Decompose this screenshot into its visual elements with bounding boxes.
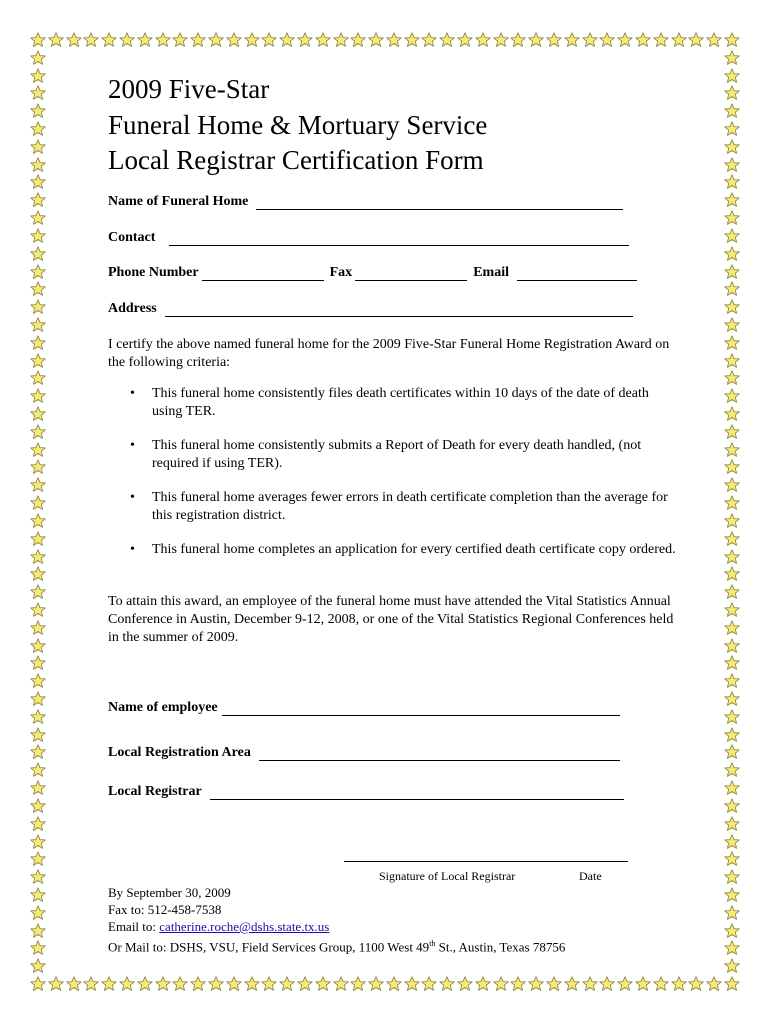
footer-deadline: By September 30, 2009: [108, 885, 231, 900]
registration-area-blank[interactable]: [259, 748, 620, 761]
local-registrar-blank[interactable]: [210, 787, 624, 800]
star-icon: [421, 32, 437, 48]
star-icon: [30, 691, 46, 707]
star-icon: [30, 780, 46, 796]
star-icon: [457, 32, 473, 48]
fax-blank[interactable]: [355, 268, 467, 281]
certify-paragraph: I certify the above named funeral home for the 2009 Five-Star Funeral Home Registration Award on the following criteria:: [108, 337, 670, 370]
star-icon: [706, 32, 722, 48]
star-icon: [724, 638, 740, 654]
employee-field: [108, 700, 620, 716]
star-icon: [30, 228, 46, 244]
star-icon: [119, 976, 135, 992]
star-icon: [724, 762, 740, 778]
star-icon: [439, 976, 455, 992]
star-icon: [66, 32, 82, 48]
star-icon: [688, 32, 704, 48]
star-icon: [724, 174, 740, 190]
star-icon: [30, 353, 46, 369]
star-icon: [475, 976, 491, 992]
star-icon: [404, 32, 420, 48]
star-icon: [30, 442, 46, 458]
star-icon: [244, 976, 260, 992]
star-icon: [582, 32, 598, 48]
star-icon: [724, 851, 740, 867]
criteria-item: [108, 385, 678, 421]
star-icon: [30, 68, 46, 84]
signature-label: Signature of Local Registrar: [379, 869, 516, 883]
star-icon: [724, 923, 740, 939]
footer-mail: [108, 935, 565, 955]
star-icon: [457, 976, 473, 992]
star-icon: [30, 549, 46, 565]
star-icon: [30, 174, 46, 190]
registration-area-label: Local Registration Area: [108, 745, 251, 760]
star-icon: [582, 976, 598, 992]
star-icon: [30, 513, 46, 529]
star-icon: [724, 192, 740, 208]
star-icon: [599, 32, 615, 48]
star-icon: [101, 32, 117, 48]
star-icon: [724, 477, 740, 493]
star-icon: [30, 940, 46, 956]
star-icon: [386, 976, 402, 992]
star-icon: [30, 370, 46, 386]
star-icon: [119, 32, 135, 48]
funeral-home-label: Name of Funeral Home: [108, 194, 249, 209]
contact-label: Contact: [108, 230, 156, 245]
star-icon: [297, 976, 313, 992]
phone-fax-email-field: [108, 265, 637, 281]
star-icon: [261, 32, 277, 48]
star-icon: [30, 85, 46, 101]
star-icon: [724, 459, 740, 475]
star-icon: [30, 887, 46, 903]
funeral-home-field: [108, 194, 623, 210]
employee-blank[interactable]: [222, 703, 620, 716]
bullet-icon: •: [130, 386, 135, 401]
footer-email: [108, 918, 329, 935]
star-icon: [30, 869, 46, 885]
title-line-2: Funeral Home & Mortuary Service: [108, 110, 488, 140]
criteria-item: [108, 489, 678, 525]
star-icon: [724, 620, 740, 636]
star-icon: [30, 477, 46, 493]
star-icon: [724, 905, 740, 921]
star-icon: [404, 976, 420, 992]
star-icon: [724, 584, 740, 600]
star-icon: [724, 157, 740, 173]
star-icon: [564, 32, 580, 48]
criteria-text: This funeral home averages fewer errors in death certificate completion than the average for this registration district.: [152, 490, 668, 523]
star-icon: [30, 851, 46, 867]
star-icon: [724, 940, 740, 956]
footer-fax: Fax to: 512-458-7538: [108, 902, 222, 917]
star-icon: [30, 834, 46, 850]
email-label: Email: [473, 265, 509, 280]
star-icon: [724, 602, 740, 618]
star-icon: [279, 32, 295, 48]
star-icon: [724, 388, 740, 404]
footer-mail-prefix: Or Mail to: DSHS, VSU, Field Services Group, 1100 West 49: [108, 939, 430, 955]
star-icon: [137, 976, 153, 992]
contact-blank[interactable]: [169, 233, 629, 246]
star-icon: [671, 32, 687, 48]
star-icon: [724, 834, 740, 850]
star-icon: [599, 976, 615, 992]
star-icon: [226, 976, 242, 992]
criteria-list: [108, 385, 678, 559]
star-icon: [706, 976, 722, 992]
employee-label: Name of employee: [108, 700, 218, 715]
star-icon: [724, 210, 740, 226]
star-icon: [83, 32, 99, 48]
star-icon: [30, 744, 46, 760]
star-icon: [30, 103, 46, 119]
star-icon: [475, 32, 491, 48]
star-icon: [30, 424, 46, 440]
star-icon: [333, 32, 349, 48]
star-icon: [493, 32, 509, 48]
star-icon: [155, 32, 171, 48]
local-registrar-label: Local Registrar: [108, 784, 202, 799]
star-icon: [30, 281, 46, 297]
title-line-1: 2009 Five-Star: [108, 74, 270, 104]
star-icon: [724, 299, 740, 315]
star-icon: [724, 549, 740, 565]
star-icon: [30, 406, 46, 422]
bullet-icon: •: [130, 490, 135, 505]
star-icon: [30, 210, 46, 226]
contact-field: [108, 230, 629, 246]
star-icon: [66, 976, 82, 992]
star-icon: [30, 139, 46, 155]
star-icon: [528, 32, 544, 48]
star-icon: [724, 370, 740, 386]
star-icon: [724, 32, 740, 48]
star-icon: [724, 816, 740, 832]
star-icon: [48, 32, 64, 48]
star-icon: [724, 281, 740, 297]
address-blank[interactable]: [165, 304, 633, 317]
star-icon: [30, 531, 46, 547]
star-icon: [101, 976, 117, 992]
star-icon: [724, 744, 740, 760]
star-icon: [30, 584, 46, 600]
star-icon: [30, 923, 46, 939]
star-icon: [724, 531, 740, 547]
local-registrar-field: [108, 784, 624, 800]
star-icon: [279, 976, 295, 992]
star-icon: [617, 32, 633, 48]
star-icon: [724, 869, 740, 885]
email-link[interactable]: catherine.roche@dshs.state.tx.us: [159, 919, 330, 934]
star-icon: [30, 317, 46, 333]
bullet-icon: •: [130, 542, 135, 557]
star-icon: [724, 513, 740, 529]
star-icon: [30, 655, 46, 671]
star-icon: [564, 976, 580, 992]
phone-label: Phone Number: [108, 265, 199, 280]
star-icon: [724, 798, 740, 814]
star-icon: [208, 976, 224, 992]
star-icon: [83, 976, 99, 992]
star-icon: [30, 495, 46, 511]
star-icon: [724, 655, 740, 671]
star-icon: [386, 32, 402, 48]
star-icon: [528, 976, 544, 992]
star-icon: [30, 762, 46, 778]
star-icon: [297, 32, 313, 48]
star-icon: [172, 32, 188, 48]
star-icon: [724, 228, 740, 244]
star-icon: [724, 709, 740, 725]
signature-line[interactable]: [344, 861, 628, 862]
star-icon: [208, 32, 224, 48]
star-icon: [30, 816, 46, 832]
star-icon: [30, 459, 46, 475]
star-icon: [510, 976, 526, 992]
star-icon: [493, 976, 509, 992]
funeral-home-blank[interactable]: [256, 197, 623, 210]
star-icon: [724, 406, 740, 422]
registration-area-field: [108, 745, 620, 761]
criteria-text: This funeral home completes an application for every certified death certificate copy ordered.: [152, 542, 676, 557]
star-icon: [724, 50, 740, 66]
star-icon: [688, 976, 704, 992]
star-icon: [190, 976, 206, 992]
star-icon: [30, 958, 46, 974]
star-icon: [546, 32, 562, 48]
date-label: Date: [579, 869, 602, 883]
star-icon: [315, 32, 331, 48]
star-icon: [30, 388, 46, 404]
star-icon: [724, 691, 740, 707]
star-icon: [350, 976, 366, 992]
criteria-text: This funeral home consistently files death certificates within 10 days of the date of death using TER.: [152, 386, 649, 419]
footer-mail-suffix: St., Austin, Texas 78756: [435, 939, 566, 955]
star-icon: [724, 976, 740, 992]
star-icon: [724, 85, 740, 101]
star-icon: [30, 905, 46, 921]
star-icon: [724, 887, 740, 903]
star-icon: [30, 798, 46, 814]
star-icon: [510, 32, 526, 48]
star-icon: [333, 976, 349, 992]
star-icon: [635, 32, 651, 48]
star-icon: [724, 566, 740, 582]
title-line-3: Local Registrar Certification Form: [108, 145, 484, 175]
footer-email-prefix: Email to:: [108, 919, 160, 934]
star-icon: [724, 139, 740, 155]
star-icon: [226, 32, 242, 48]
star-icon: [30, 246, 46, 262]
star-icon: [724, 424, 740, 440]
email-blank[interactable]: [517, 268, 637, 281]
star-icon: [172, 976, 188, 992]
fax-label: Fax: [329, 265, 353, 280]
star-icon: [350, 32, 366, 48]
star-icon: [30, 709, 46, 725]
star-icon: [546, 976, 562, 992]
phone-blank[interactable]: [202, 268, 324, 281]
criteria-item: [108, 437, 678, 473]
address-label: Address: [108, 301, 157, 316]
star-icon: [671, 976, 687, 992]
star-icon: [190, 32, 206, 48]
star-icon: [724, 68, 740, 84]
star-icon: [30, 602, 46, 618]
star-icon: [244, 32, 260, 48]
star-icon: [48, 976, 64, 992]
star-icon: [30, 335, 46, 351]
star-icon: [315, 976, 331, 992]
star-icon: [724, 495, 740, 511]
star-icon: [155, 976, 171, 992]
star-icon: [30, 32, 46, 48]
criteria-text: This funeral home consistently submits a Report of Death for every death handled, (not required if using TER).: [152, 438, 642, 471]
star-icon: [439, 32, 455, 48]
address-field: [108, 301, 633, 317]
star-icon: [30, 620, 46, 636]
star-icon: [724, 727, 740, 743]
criteria-item: [108, 541, 678, 559]
star-icon: [30, 299, 46, 315]
star-icon: [724, 317, 740, 333]
attain-paragraph: To attain this award, an employee of the funeral home must have attended the Vital Statistics Annual Conference in Austin, December 9-12, 2008, or one of the Vital Statistics Regional Conferences held in the summer of 2009.: [108, 594, 674, 645]
star-icon: [30, 157, 46, 173]
star-icon: [724, 103, 740, 119]
star-icon: [368, 976, 384, 992]
bullet-icon: •: [130, 438, 135, 453]
star-icon: [30, 727, 46, 743]
footer-mail-sup: th: [429, 939, 436, 948]
star-icon: [724, 335, 740, 351]
star-icon: [30, 192, 46, 208]
star-icon: [421, 976, 437, 992]
star-icon: [653, 32, 669, 48]
star-icon: [137, 32, 153, 48]
star-icon: [724, 958, 740, 974]
star-icon: [30, 121, 46, 137]
star-icon: [30, 264, 46, 280]
star-icon: [617, 976, 633, 992]
star-icon: [261, 976, 277, 992]
star-icon: [30, 976, 46, 992]
star-icon: [30, 50, 46, 66]
star-icon: [724, 121, 740, 137]
star-icon: [30, 673, 46, 689]
star-icon: [724, 246, 740, 262]
star-icon: [724, 442, 740, 458]
star-icon: [724, 264, 740, 280]
star-icon: [653, 976, 669, 992]
star-icon: [368, 32, 384, 48]
star-icon: [30, 638, 46, 654]
star-icon: [30, 566, 46, 582]
star-icon: [724, 780, 740, 796]
star-icon: [724, 353, 740, 369]
star-icon: [635, 976, 651, 992]
star-icon: [724, 673, 740, 689]
